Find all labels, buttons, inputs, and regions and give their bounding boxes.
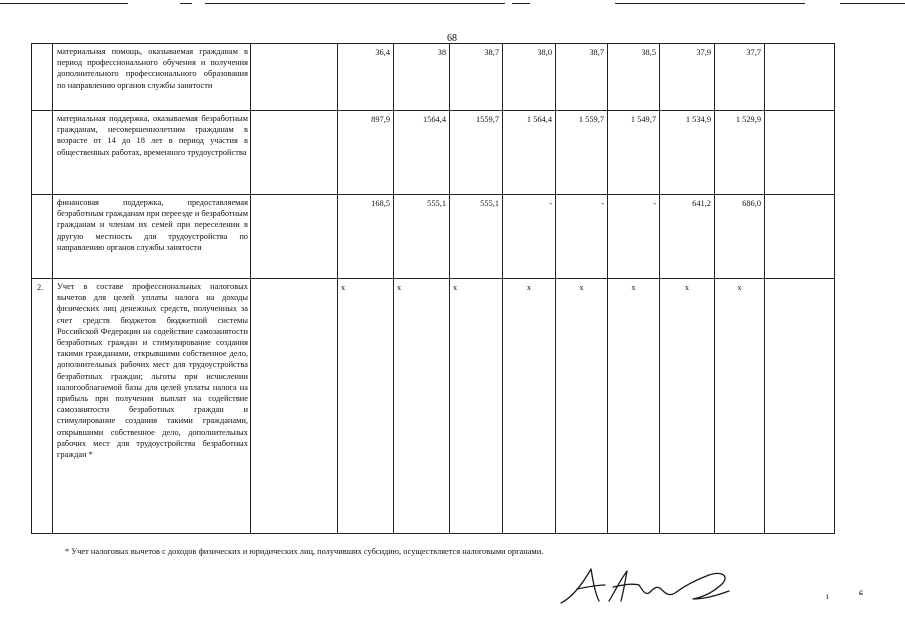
value-cell: x <box>608 279 660 534</box>
value-cell: 1 529,9 <box>715 111 765 195</box>
scan-line <box>512 3 530 4</box>
row-index-cell <box>32 111 53 195</box>
value-cell: 1 559,7 <box>556 111 608 195</box>
value-cell: 1 549,7 <box>608 111 660 195</box>
empty-cell <box>251 44 338 111</box>
empty-cell <box>251 279 338 534</box>
table-row <box>32 195 835 279</box>
value-cell: 38,7 <box>556 44 608 111</box>
scan-line <box>0 3 128 4</box>
value-cell: 38,5 <box>608 44 660 111</box>
scan-line <box>180 3 192 4</box>
value-cell: 1564,4 <box>394 111 450 195</box>
value-cell: x <box>556 279 608 534</box>
value-cell: 1559,7 <box>450 111 503 195</box>
empty-cell <box>251 111 338 195</box>
value-cell: x <box>338 279 394 534</box>
value-cell: 38,0 <box>503 44 556 111</box>
value-cell: 555,1 <box>450 195 503 279</box>
value-cell: 37,9 <box>660 44 715 111</box>
handwritten-signature <box>553 563 753 609</box>
value-cell: 897,9 <box>338 111 394 195</box>
table-row <box>32 279 835 534</box>
row-description: материальная помощь, оказываемая гражданам в период профессионального обучения и получения дополнительного профессионального образования по направлению органов службы занятости <box>53 44 251 111</box>
table-row <box>32 44 835 111</box>
value-cell: x <box>394 279 450 534</box>
page-number: 68 <box>447 33 457 44</box>
value-cell: 38 <box>394 44 450 111</box>
value-cell: x <box>503 279 556 534</box>
value-cell: - <box>556 195 608 279</box>
footnote: * Учет налоговых вычетов с доходов физических и юридических лиц, получивших субсидию, осуществляется налоговыми органами. <box>65 547 544 556</box>
value-cell: x <box>660 279 715 534</box>
value-cell: - <box>503 195 556 279</box>
value-cell: 168,5 <box>338 195 394 279</box>
value-cell: 37,7 <box>715 44 765 111</box>
corner-mark: ɕ <box>859 587 863 597</box>
row-description: материальная поддержка, оказываемая безработным гражданам, несовершеннолетним гражданам в возрасте от 14 до 18 лет в период участия в общественных работах, временного трудоустройства <box>53 111 251 195</box>
data-table <box>31 43 835 534</box>
value-cell: 36,4 <box>338 44 394 111</box>
empty-cell <box>765 111 835 195</box>
scan-line <box>840 3 905 4</box>
table-row <box>32 111 835 195</box>
value-cell: x <box>450 279 503 534</box>
value-cell: x <box>715 279 765 534</box>
row-index-cell: 2. <box>32 279 53 534</box>
value-cell: - <box>608 195 660 279</box>
empty-cell <box>765 195 835 279</box>
scan-line <box>615 3 805 4</box>
row-description: финансовая поддержка, предоставляемая безработным гражданам при переезде и безработным гражданам и членам их семей при переселении в другую местность для трудоустройства по направлению органов службы занятости <box>53 195 251 279</box>
value-cell: 555,1 <box>394 195 450 279</box>
value-cell: 38,7 <box>450 44 503 111</box>
row-description: Учет в составе профессиональных налоговых вычетов для целей уплаты налога на доходы физических лиц денежных средств, полученных за счет средств бюджетов бюджетной системы Российской Федерации на содействие самозанятости безработных граждан и стимулирование создания такими гражданами, открывшими собственное дело, дополнительных рабочих мест для трудоустройства безработных граждан; льготы при исчислении налогооблагаемой базы для целей уплаты налога на прибыль при получении выплат на содействие самозанятости безработных граждан и стимулирование создания такими гражданами, открывшими собственное дело, дополнительных рабочих мест для трудоустройства безработных граждан * <box>53 279 251 534</box>
value-cell: 686,0 <box>715 195 765 279</box>
value-cell: 641,2 <box>660 195 715 279</box>
empty-cell <box>765 44 835 111</box>
scan-line <box>205 3 505 4</box>
corner-mark: ɪ <box>826 591 829 601</box>
value-cell: 1 564,4 <box>503 111 556 195</box>
row-index-cell <box>32 195 53 279</box>
row-index-cell <box>32 44 53 111</box>
empty-cell <box>251 195 338 279</box>
value-cell: 1 534,9 <box>660 111 715 195</box>
empty-cell <box>765 279 835 534</box>
